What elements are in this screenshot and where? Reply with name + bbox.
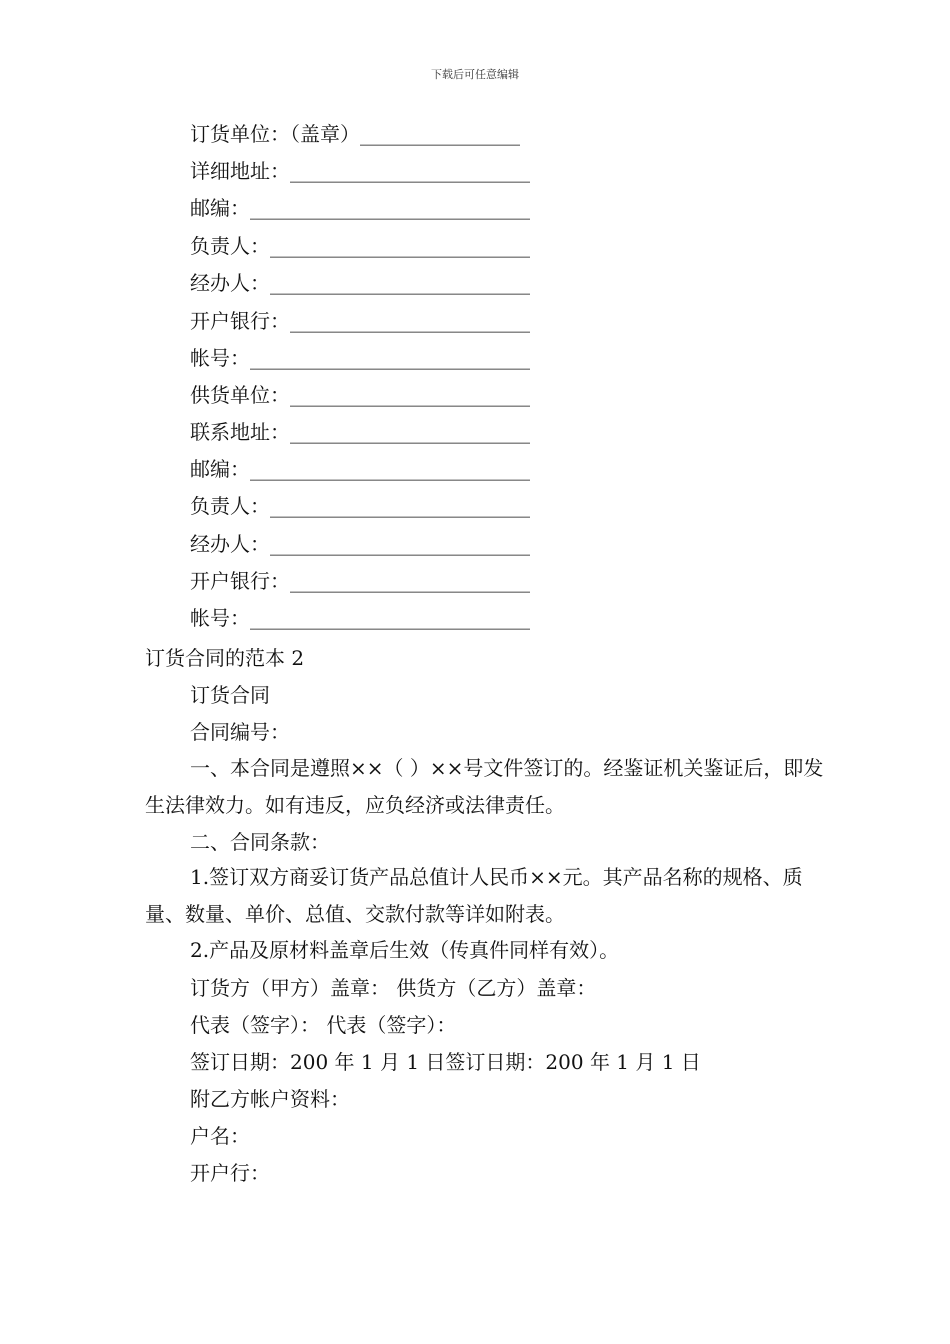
- field-blank: ____________________________: [250, 196, 530, 220]
- field-blank: ________________________: [290, 420, 530, 444]
- field-label: 订货单位：（盖章）: [190, 122, 360, 146]
- field-label: 经办人：: [190, 532, 270, 556]
- field-blank: __________________________: [270, 271, 530, 295]
- section-heading: 订货合同的范本 2: [145, 646, 305, 670]
- form-field-contact-address: [190, 420, 530, 444]
- form-field-person-in-charge: [190, 234, 530, 258]
- field-blank: __________________________: [270, 234, 530, 258]
- field-label: 开户银行：: [190, 569, 290, 593]
- form-field-supplier-unit: [190, 383, 530, 407]
- form-field-bank: [190, 309, 530, 333]
- form-field-postcode: [190, 196, 530, 220]
- form-field-account: [190, 346, 530, 370]
- representative-line: 代表（签字）： 代表（签字）：: [190, 1013, 457, 1037]
- seal-line: 订货方（甲方）盖章： 供货方（乙方）盖章：: [190, 976, 597, 1000]
- field-label: 负责人：: [190, 494, 270, 518]
- field-label: 邮编：: [190, 457, 250, 481]
- clause-one: 一、本合同是遵照××（ ）××号文件签订的。经鉴证机关鉴证后，即发生法律效力。如有违反，应负经济或法律责任。: [145, 756, 824, 817]
- form-field-bank: [190, 569, 530, 593]
- field-label: 邮编：: [190, 196, 250, 220]
- field-blank: ________________________: [290, 383, 530, 407]
- contract-title: 订货合同: [190, 683, 270, 707]
- field-blank: __________________________: [270, 494, 530, 518]
- field-label: 供货单位：: [190, 383, 290, 407]
- attachment-heading: 附乙方帐户资料：: [190, 1087, 350, 1111]
- field-blank: ________________________: [290, 569, 530, 593]
- field-label: 详细地址：: [190, 159, 290, 183]
- field-label: 帐号：: [190, 606, 250, 630]
- field-blank: ________________________: [290, 309, 530, 333]
- form-field-person-in-charge: [190, 494, 530, 518]
- form-field-order-unit: [190, 122, 520, 146]
- signing-date-line: 签订日期：200 年 1 月 1 日签订日期：200 年 1 月 1 日: [190, 1050, 701, 1074]
- field-blank: ________________: [360, 122, 520, 146]
- clause-item-two: 2.产品及原材料盖章后生效（传真件同样有效）。: [190, 938, 620, 962]
- field-blank: ________________________: [290, 159, 530, 183]
- field-label: 联系地址：: [190, 420, 290, 444]
- header-note: 下载后可任意编辑: [431, 68, 519, 81]
- field-label: 负责人：: [190, 234, 270, 258]
- field-label: 开户银行：: [190, 309, 290, 333]
- field-blank: __________________________: [270, 532, 530, 556]
- bank-name: 开户行：: [190, 1161, 270, 1185]
- contract-number: 合同编号：: [190, 720, 290, 744]
- form-field-handler: [190, 532, 530, 556]
- field-blank: ____________________________: [250, 457, 530, 481]
- account-name: 户名：: [190, 1124, 250, 1148]
- form-field-account: [190, 606, 530, 630]
- form-field-handler: [190, 271, 530, 295]
- field-label: 帐号：: [190, 346, 250, 370]
- field-label: 经办人：: [190, 271, 270, 295]
- field-blank: ____________________________: [250, 606, 530, 630]
- form-field-postcode: [190, 457, 530, 481]
- clause-two-title: 二、合同条款：: [190, 830, 330, 854]
- clause-item-one: 1.签订双方商妥订货产品总值计人民币××元。其产品名称的规格、质量、数量、单价、总值、交款付款等详如附表。: [145, 865, 803, 926]
- field-blank: ____________________________: [250, 346, 530, 370]
- form-field-detail-address: [190, 159, 530, 183]
